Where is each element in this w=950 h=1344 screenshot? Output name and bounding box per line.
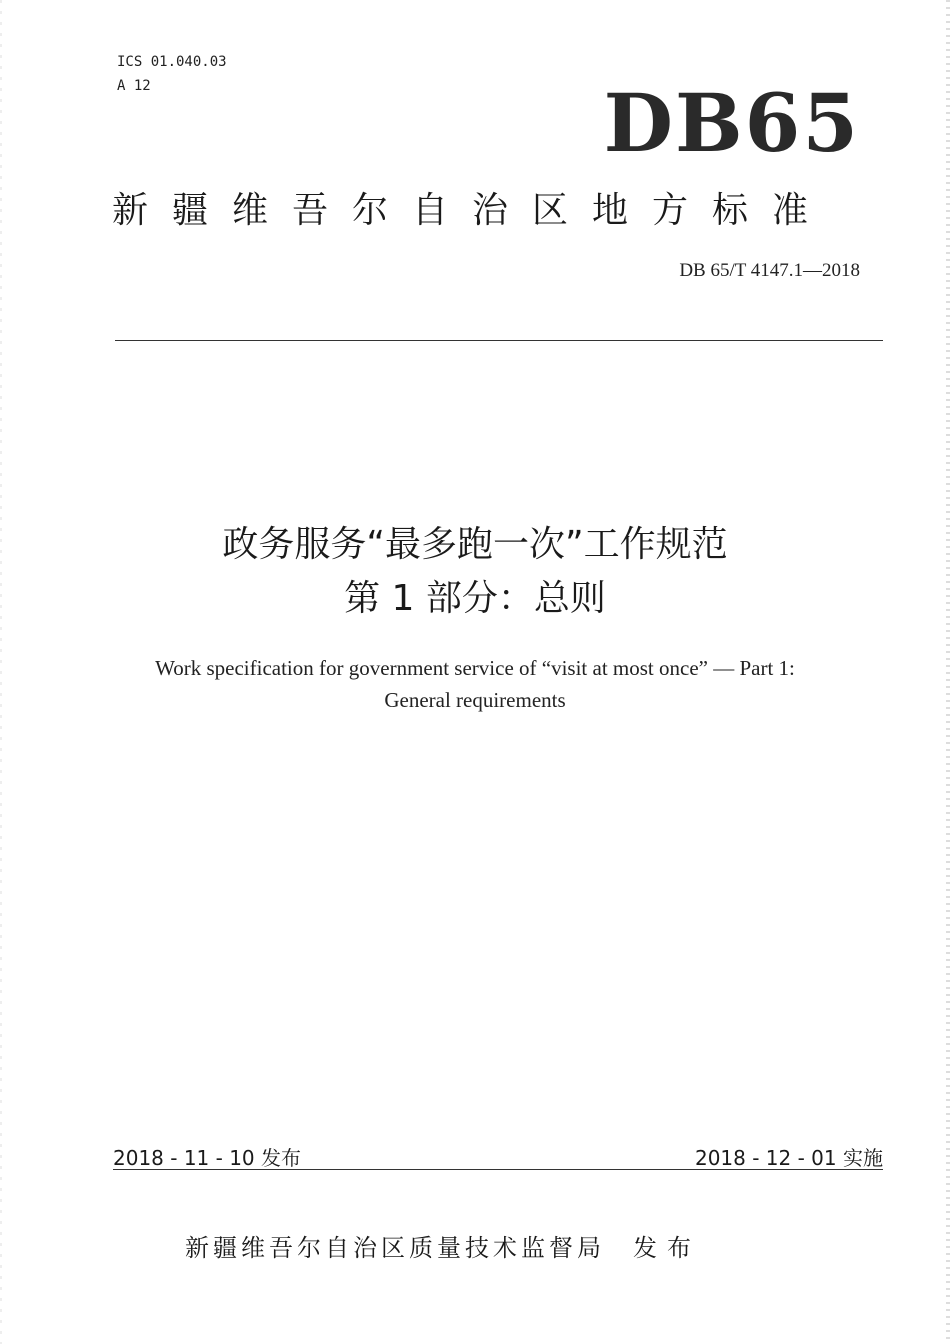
chinese-title-line-2: 第 1 部分：总则	[344, 578, 606, 619]
top-divider	[115, 340, 883, 341]
standard-type-heading: 新疆维吾尔自治区地方标准	[112, 190, 833, 231]
db65-logo: DB65	[603, 76, 860, 170]
scan-right-edge	[946, 0, 950, 1344]
ics-code: ICS 01.040.03	[117, 54, 227, 70]
english-title	[120, 652, 830, 716]
bottom-divider	[113, 1169, 883, 1170]
issue-word: 发布	[633, 1234, 701, 1262]
implementation-date: 2018 - 12 - 01 实施	[694, 1146, 883, 1170]
date-row	[113, 1142, 883, 1170]
chinese-title	[0, 518, 950, 626]
english-title-line-2: General requirements	[384, 688, 566, 712]
ccs-code: A 12	[117, 78, 151, 94]
issuing-authority	[185, 1228, 701, 1263]
english-title-line-1: Work specification for government service of “visit at most once” — Part 1:	[155, 656, 795, 680]
issue-date: 2018 - 11 - 10 发布	[113, 1146, 302, 1170]
scan-left-edge	[0, 0, 2, 1344]
chinese-title-line-1: 政务服务“最多跑一次”工作规范	[222, 524, 728, 565]
standard-number: DB 65/T 4147.1—2018	[679, 260, 860, 281]
classification-codes	[117, 50, 227, 98]
issuer-name: 新疆维吾尔自治区质量技术监督局	[185, 1234, 605, 1262]
